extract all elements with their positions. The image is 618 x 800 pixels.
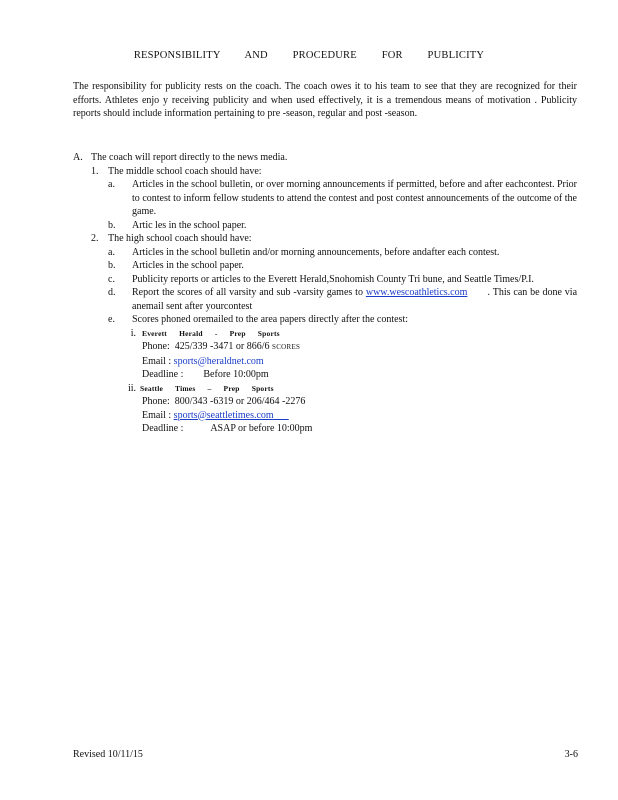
contact-name: Everett Herald - Prep Sports — [142, 328, 280, 338]
outline-marker: b. — [108, 260, 116, 271]
deadline-label: Deadline : — [142, 369, 184, 380]
contact-name: Seattle Times – Prep Sports — [140, 383, 274, 393]
outline-marker: c. — [108, 273, 115, 285]
page-number: 3-6 — [564, 749, 578, 760]
phone-number: 800/343 -6319 or 206/464 -2276 — [174, 396, 306, 407]
phone-suffix: SCORES — [272, 343, 301, 351]
outline-marker: e. — [108, 314, 115, 325]
contact-seattle-times — [118, 382, 577, 436]
contact-email-line — [142, 355, 577, 369]
outline-item-2e — [108, 313, 577, 327]
outline-item-2a — [108, 246, 577, 260]
outline-text: Articles in the school bulletin, or over morning announcements if permitted, before and after eachcontest. Prior to contest to inform fellow students to attend the contest and post contest announcements of the outcome of the game. — [132, 179, 577, 217]
deadline-value: ASAP or before 10:00pm — [210, 423, 313, 434]
outline-text: The high school coach should have: — [108, 233, 252, 244]
outline-marker: d. — [108, 287, 116, 298]
outline-item-1b — [108, 219, 577, 233]
contact-email-line — [142, 409, 577, 423]
email-label: Email : — [142, 355, 172, 367]
contact-deadline-line — [142, 422, 577, 436]
email-label: Email : — [142, 409, 172, 421]
procedure-outline — [73, 151, 577, 436]
outline-marker: a. — [108, 179, 115, 190]
outline-text: Artic les in the school paper. — [132, 219, 247, 231]
outline-item-2b — [108, 259, 577, 273]
outline-text: Publicity reports or articles to the Everett Herald,Snohomish County Tri bune, and Seattle Times/P.I. — [132, 273, 534, 285]
outline-text: Articles in the school bulletin and/or morning announcements, before andafter each contest. — [132, 246, 500, 258]
outline-text: The coach will report directly to the news media. — [91, 152, 288, 163]
contact-phone-line — [142, 395, 577, 409]
contact-deadline-line — [142, 368, 577, 382]
phone-number: 425/339 -3471 or 866/6 — [174, 341, 270, 352]
report-text: Report the scores of all varsity and sub -varsity games to — [132, 287, 363, 298]
revised-date: Revised 10/11/15 — [73, 749, 143, 760]
outline-text: Articles in the school paper. — [132, 260, 244, 271]
outline-marker: i. — [130, 327, 136, 339]
outline-item-1 — [91, 165, 577, 179]
outline-item-1a — [108, 178, 577, 219]
outline-item-2c — [108, 273, 577, 287]
phone-label: Phone: — [142, 396, 170, 407]
deadline-value: Before 10:00pm — [203, 369, 269, 380]
outline-item-2d — [108, 286, 577, 313]
report-text-after: . This can be done via anemail sent after yourcontest — [132, 287, 578, 312]
outline-text — [132, 286, 577, 313]
outline-text: Scores phoned oremailed to the area papers directly after the contest: — [132, 314, 408, 325]
outline-marker: 2. — [91, 233, 99, 244]
outline-marker: A. — [73, 152, 83, 163]
outline-marker: ii. — [127, 382, 136, 394]
contact-everett-herald — [124, 327, 577, 382]
seattle-times-email-link[interactable]: sports@seattletimes.com — [173, 409, 274, 421]
outline-text: The middle school coach should have: — [108, 165, 262, 177]
outline-marker: b. — [108, 219, 116, 231]
outline-item-2 — [91, 232, 577, 246]
deadline-label: Deadline : — [142, 423, 184, 434]
intro-paragraph: The responsibility for publicity rests on the coach. The coach owes it to his team to see that they are recognized for their efforts. Athletes enjo y receiving publicity and when used effectively, it is a tremendous means of motivation . Publicity reports should include information pertaining to pre -season, regular and post -season. — [73, 81, 577, 119]
page-title: RESPONSIBILITY AND PROCEDURE FOR PUBLICITY — [133, 50, 485, 61]
outline-marker: 1. — [91, 165, 99, 177]
herald-email-link[interactable]: sports@heraldnet.com — [173, 355, 264, 367]
phone-label: Phone: — [142, 341, 170, 352]
wesco-athletics-link[interactable]: www.wescoathletics.com — [365, 287, 468, 298]
outline-marker: a. — [108, 246, 115, 258]
contact-phone-line — [142, 340, 577, 355]
outline-item-a — [73, 151, 577, 165]
